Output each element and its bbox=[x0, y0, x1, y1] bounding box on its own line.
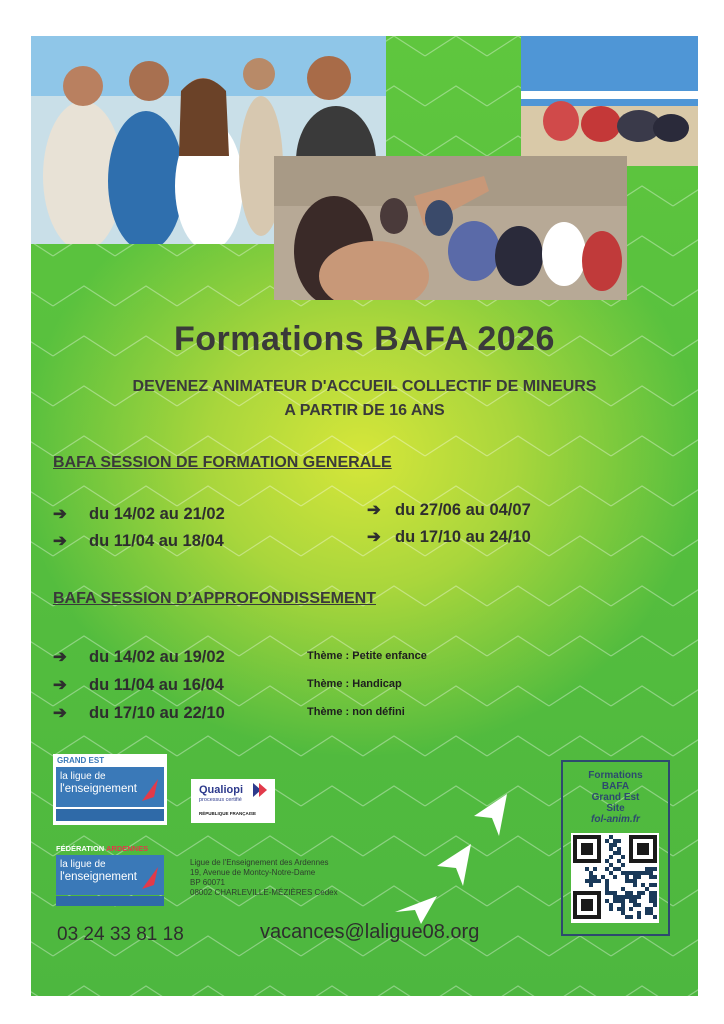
address-line-1: Ligue de l'Enseignement des Ardennes bbox=[190, 858, 329, 867]
arrow-right-icon: ➔ bbox=[53, 704, 67, 722]
qr-caption-5: fol-anim.fr bbox=[591, 814, 640, 825]
address-block bbox=[190, 858, 338, 898]
ligue-red-mark-icon bbox=[140, 777, 160, 803]
approf-date-2: ➔ du 11/04 au 16/04 bbox=[53, 676, 224, 694]
qualiopi-rf: RÉPUBLIQUE FRANÇAISE bbox=[199, 811, 257, 816]
approf-session-heading: BAFA SESSION D’APPROFONDISSEMENT bbox=[53, 590, 376, 607]
qr-caption-4: Site bbox=[606, 803, 625, 814]
arrow-right-icon: ➔ bbox=[53, 532, 67, 550]
phone-number: 03 24 33 81 18 bbox=[57, 924, 184, 945]
approf-date-1: ➔ du 14/02 au 19/02 bbox=[53, 648, 225, 666]
qualiopi-play-icon bbox=[253, 783, 269, 797]
photo-campfire-circle bbox=[274, 156, 627, 300]
poster bbox=[31, 36, 698, 996]
email-address[interactable]: vacances@laligue08.org bbox=[260, 921, 480, 943]
arrow-right-icon: ➔ bbox=[53, 676, 67, 694]
page-title: Formations BAFA 2026 bbox=[174, 320, 555, 358]
qr-caption-2: BAFA bbox=[601, 781, 630, 792]
general-date-4: ➔ du 17/10 au 24/10 bbox=[367, 528, 531, 546]
ligue-grand-est-logo bbox=[53, 754, 167, 825]
approf-date-3: ➔ du 17/10 au 22/10 bbox=[53, 704, 225, 722]
qr-caption-3: Grand Est bbox=[591, 792, 640, 803]
arrow-right-icon: ➔ bbox=[367, 501, 381, 519]
ardennes-label: FÉDÉRATION ARDENNES bbox=[56, 844, 149, 853]
general-session-heading: BAFA SESSION DE FORMATION GENERALE bbox=[53, 454, 392, 471]
white-arrows-icon bbox=[389, 786, 519, 926]
photo-group-on-sand bbox=[521, 36, 698, 166]
arrow-right-icon: ➔ bbox=[53, 505, 67, 523]
qr-frame bbox=[561, 760, 670, 936]
ardennes-red-mark-icon bbox=[140, 865, 160, 891]
grand-est-label: GRAND EST bbox=[57, 756, 105, 765]
approf-theme-3: Thème : non défini bbox=[307, 706, 405, 718]
ardennes-ligue-line-1: la ligue de bbox=[60, 859, 106, 870]
qualiopi-logo bbox=[191, 779, 275, 823]
qualiopi-name: Qualiopi bbox=[199, 784, 243, 796]
general-date-1: ➔ du 14/02 au 21/02 bbox=[53, 505, 225, 523]
address-line-4: 08002 CHARLEVILLE-MÉZIÈRES Cedex bbox=[190, 888, 338, 897]
qr-code-icon bbox=[571, 833, 659, 923]
ligue-ardennes-logo bbox=[53, 844, 167, 904]
address-line-2: 19, Avenue de Montcy-Notre-Dame bbox=[190, 868, 316, 877]
qualiopi-sub: processus certifié bbox=[199, 797, 242, 803]
general-date-3: ➔ du 27/06 au 04/07 bbox=[367, 501, 531, 519]
ardennes-logo-panel bbox=[56, 855, 164, 895]
ligue-line-1: la ligue de bbox=[60, 771, 106, 782]
general-date-2: ➔ du 11/04 au 18/04 bbox=[53, 532, 224, 550]
arrow-right-icon: ➔ bbox=[53, 648, 67, 666]
ligue-line-2: l'enseignement bbox=[60, 783, 137, 795]
qr-caption-1: Formations bbox=[588, 770, 643, 781]
qr-code[interactable] bbox=[571, 833, 659, 923]
approf-theme-2: Thème : Handicap bbox=[307, 678, 402, 690]
ardennes-ligue-line-2: l'enseignement bbox=[60, 871, 137, 883]
approf-theme-1: Thème : Petite enfance bbox=[307, 650, 427, 662]
qr-caption bbox=[563, 770, 668, 825]
ligue-logo-panel bbox=[56, 767, 164, 807]
subtitle-line-1: DEVENEZ ANIMATEUR D'ACCUEIL COLLECTIF DE MINEURS bbox=[132, 378, 597, 395]
arrow-right-icon: ➔ bbox=[367, 528, 381, 546]
address-line-3: BP 60071 bbox=[190, 878, 225, 887]
subtitle-line-2: A PARTIR DE 16 ANS bbox=[284, 402, 445, 419]
